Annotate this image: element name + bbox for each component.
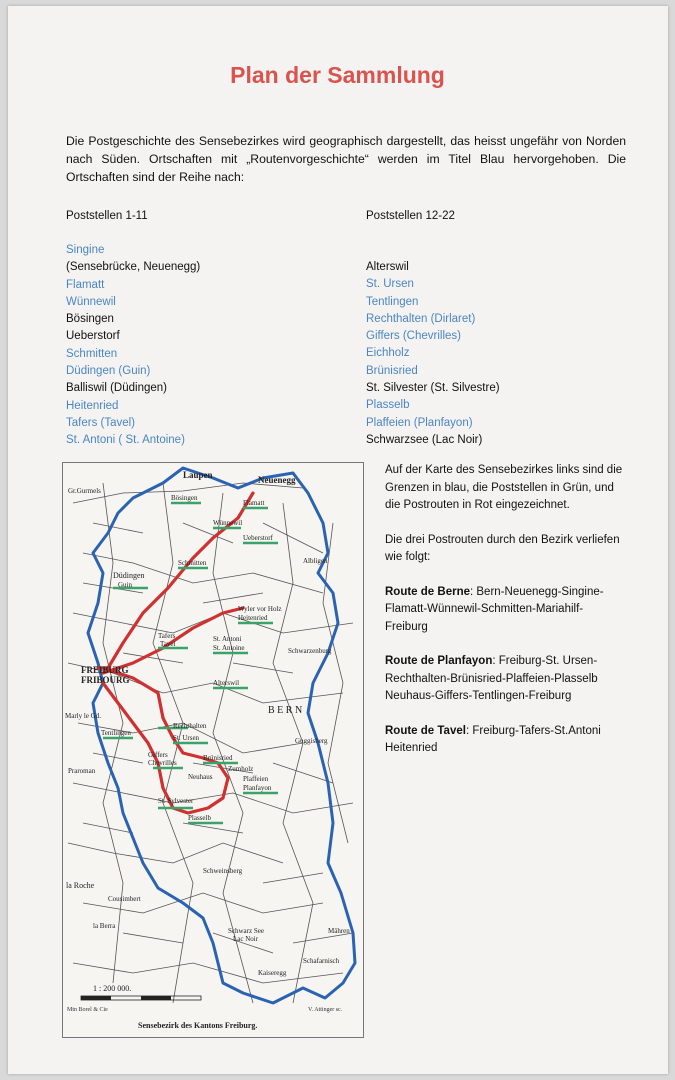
map-label-plaffeien: Plaffeien: [243, 775, 269, 783]
map-label-tentlingen: Tentlingen: [101, 729, 131, 737]
map-label-laroche: la Roche: [66, 881, 95, 890]
list-item: Eichholz: [366, 347, 410, 360]
map-label-bern: B E R N: [268, 705, 303, 716]
intro-paragraph: Die Postgeschichte des Sensebezirkes wird geographisch dargestellt, das heisst ungefähr von Norden nach Süden. Ortschaften mit „Routenvorgeschichte“ werden im Titel Blau hervorgehoben. Die Ortschaften sind der Reihe nach:: [66, 134, 626, 184]
post-office-list-1: [66, 242, 200, 450]
map-label-stsylvester: St. Sylvester: [158, 797, 194, 805]
map-caption: Sensebezirk des Kantons Freiburg.: [138, 1021, 258, 1030]
map-label-alterswil: Alterswil: [213, 679, 240, 687]
list-item: Giffers (Chevrilles): [366, 330, 461, 343]
map-label-laberra: la Berra: [93, 922, 116, 930]
map-label-schmitten: Schmitten: [178, 559, 207, 567]
map-label-laupen: Laupen: [183, 470, 213, 480]
map-label-schweinsberg: Schweinsberg: [203, 867, 243, 875]
map-label-tavel: Tavel: [160, 640, 176, 648]
list-item: (Sensebrücke, Neuenegg): [66, 261, 201, 274]
map-scale: [81, 984, 201, 1000]
list-item: St. Silvester (St. Silvestre): [366, 382, 500, 395]
map-label-albligen: Albligen: [303, 557, 328, 565]
route-tavel-description: [385, 723, 625, 758]
map-label-kaiseregg: Kaiseregg: [258, 969, 287, 977]
list-item: Schmitten: [66, 347, 118, 360]
map-label-neuhaus: Neuhaus: [188, 773, 213, 781]
post-office-list-2: [366, 259, 500, 449]
list-item: Tentlingen: [366, 295, 419, 308]
scale-bar-segment: [81, 996, 111, 1000]
map-label-guin: Guin: [118, 581, 132, 589]
route-tavel-text: : Freiburg-Tafers-St.Antoni Heitenried: [385, 724, 601, 754]
map-label-fribourg: FRIBOURG: [81, 675, 130, 685]
list-item: Schwarzsee (Lac Noir): [366, 433, 483, 446]
list-item: Wünnewil: [66, 295, 116, 308]
route-planfayon-description: [385, 653, 625, 706]
route-berne-description: [385, 584, 625, 637]
map-label-heitenried: Heitenried: [238, 614, 268, 622]
list-item: Singine: [66, 244, 105, 256]
list-item: Heitenried: [66, 399, 119, 412]
list-item: Brünisried: [366, 364, 418, 377]
map-label-plasselb: Plasselb: [188, 814, 211, 822]
route-tavel-name: Route de Tavel: [385, 724, 466, 737]
map-label-sturs: St. Ursen: [173, 734, 200, 742]
routes-intro: Die drei Postrouten durch den Bezirk verliefen wie folgt:: [385, 533, 620, 563]
map-label-praroman: Praroman: [68, 767, 96, 775]
map-label-schwarzsee: Schwarz See: [228, 927, 264, 935]
map-label-schafarnisch: Schafarnisch: [303, 957, 340, 965]
map-label-lacnoir: Lac Noir: [233, 935, 259, 943]
list-item: Ueberstorf: [66, 330, 120, 343]
map-label-dudingen: Düdingen: [113, 571, 145, 580]
route-planfayon-name: Route de Planfayon: [385, 655, 493, 667]
scale-bar-segment: [141, 996, 171, 1000]
map-svg: [63, 463, 363, 1037]
map-label-stantoine: St. Antoine: [213, 644, 245, 652]
column-heading-2: Poststellen 12-22: [366, 210, 455, 222]
legend-paragraph: Auf der Karte des Sensebezirkes links sind die Grenzen in blau, die Poststellen in Grün, und die Postrouten in Rot eingezeichnet.: [385, 464, 623, 511]
list-item: Balliswil (Düdingen): [66, 382, 167, 395]
map-label-wyler: Wyler vor Holz: [238, 605, 282, 613]
district-map: [62, 462, 364, 1038]
map-label-giffers: Giffers: [148, 751, 168, 759]
map-label-chevrilles: Chevrilles: [148, 759, 177, 767]
map-scale-label: 1 : 200 000.: [93, 984, 132, 993]
list-item: St. Ursen: [366, 278, 414, 291]
map-label-freiburg: FREIBURG: [81, 665, 129, 675]
map-publisher-left: Mtn Borel & Cie: [67, 1007, 108, 1013]
route-berne-name: Route de Berne: [385, 585, 470, 598]
list-item: Plaffeien (Planfayon): [366, 416, 473, 429]
map-label-flamatt: Flamatt: [243, 499, 265, 507]
map-label-mahren: Mähren: [328, 927, 350, 935]
map-label-neuenegg: Neuenegg: [258, 475, 296, 485]
map-description: [385, 462, 625, 775]
list-item: St. Antoni ( St. Antoine): [66, 434, 185, 447]
page-title: Plan der Sammlung: [230, 62, 445, 88]
route-berne-text: : Bern-Neuenegg-Singine-Flamatt-Wünnewil-Schmitten-Mariahilf-Freiburg: [385, 585, 604, 633]
map-label-marly: Marly le Gd.: [65, 712, 101, 720]
map-label-bosingen: Bösingen: [171, 494, 198, 502]
column-heading-1: Poststellen 1-11: [66, 210, 148, 222]
map-label-brunisried: Brünisried: [203, 754, 233, 762]
map-label-tafers: Tafers: [158, 632, 176, 640]
map-publisher-right: V. Attinger sc.: [308, 1007, 343, 1013]
map-label-stantoni: St. Antoni: [213, 635, 242, 643]
list-item: Alterswil: [366, 261, 409, 273]
map-label-gurmels: Gr.Gurmels: [68, 487, 101, 495]
list-item: Düdingen (Guin): [66, 365, 151, 378]
map-label-schwarzenburg: Schwarzenburg: [288, 647, 332, 655]
list-item: Bösingen: [66, 313, 114, 326]
map-label-cousimbert: Cousimbert: [108, 895, 141, 903]
map-label-wunnewil: Wünnewil: [213, 519, 243, 527]
map-label-ueberstorf: Ueberstorf: [243, 534, 273, 542]
map-label-planfayon: Planfayon: [243, 784, 272, 792]
map-label-zumholz: Zumholz: [228, 765, 254, 773]
list-item: Rechthalten (Dirlaret): [366, 312, 476, 325]
map-label-rechthalten: Rechthalten: [173, 722, 207, 730]
list-item: Flamatt: [66, 278, 105, 291]
route-planfayon-text: : Freiburg-St. Ursen-Rechthalten-Brünisried-Plaffeien-Plasselb Neuhaus-Giffers-Tentlingen-Freiburg: [385, 655, 598, 702]
list-item: Tafers (Tavel): [66, 416, 136, 429]
map-label-guggisberg: Guggisberg: [295, 737, 328, 745]
route-de-planfayon: [103, 668, 228, 813]
list-item: Plasselb: [366, 399, 410, 412]
